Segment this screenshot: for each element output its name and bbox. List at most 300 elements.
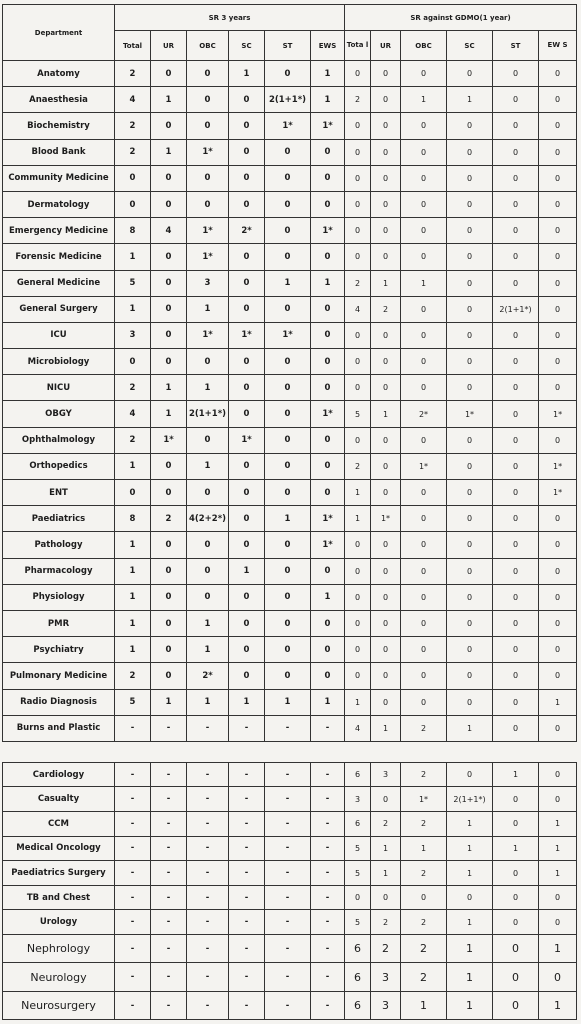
gdmo-value-cell: 0 — [539, 139, 577, 165]
sr3-value-cell: - — [311, 787, 345, 812]
gdmo-value-cell: 0 — [447, 480, 493, 506]
sr3-value-cell: 0 — [151, 532, 187, 558]
sr3-value-cell: 2 — [115, 61, 151, 87]
table-row — [3, 322, 577, 348]
department-cell: Pulmonary Medicine — [3, 663, 115, 689]
sr3-value-cell: 0 — [187, 191, 229, 217]
gdmo-value-cell: 0 — [447, 584, 493, 610]
gdmo-value-cell: 0 — [345, 61, 371, 87]
sr3-value-cell: - — [115, 836, 151, 861]
gdmo-value-cell: 0 — [493, 910, 539, 935]
sr3-value-cell: 0 — [187, 113, 229, 139]
gdmo-value-cell: 0 — [539, 584, 577, 610]
sr3-value-cell: 8 — [115, 218, 151, 244]
sr3-value-cell: 1* — [311, 401, 345, 427]
gdmo-value-cell: 0 — [493, 349, 539, 375]
sr3-value-cell: 0 — [311, 375, 345, 401]
gdmo-value-cell: 1 — [539, 812, 577, 837]
sr3-value-cell: 0 — [265, 584, 311, 610]
gdmo-value-cell: 1 — [539, 991, 577, 1019]
col-header: EWS — [311, 31, 345, 61]
gdmo-value-cell: 1* — [401, 453, 447, 479]
gdmo-value-cell: 0 — [539, 113, 577, 139]
gdmo-value-cell: 0 — [371, 191, 401, 217]
sr3-value-cell: - — [151, 885, 187, 910]
department-cell: Forensic Medicine — [3, 244, 115, 270]
gdmo-value-cell: 0 — [345, 558, 371, 584]
gdmo-value-cell: 0 — [493, 453, 539, 479]
gdmo-value-cell: 0 — [493, 715, 539, 741]
col-header: UR — [371, 31, 401, 61]
sr3-value-cell: - — [265, 787, 311, 812]
gdmo-value-cell: 0 — [447, 506, 493, 532]
department-cell: Emergency Medicine — [3, 218, 115, 244]
table-row — [3, 401, 577, 427]
gdmo-value-cell: 0 — [401, 322, 447, 348]
sr3-value-cell: 0 — [229, 584, 265, 610]
gdmo-value-cell: 0 — [493, 532, 539, 558]
sr3-value-cell: 0 — [229, 139, 265, 165]
department-cell: Microbiology — [3, 349, 115, 375]
gdmo-value-cell: 0 — [493, 427, 539, 453]
gdmo-value-cell: 0 — [371, 139, 401, 165]
sr3-value-cell: 0 — [265, 61, 311, 87]
sr3-value-cell: 1* — [187, 139, 229, 165]
sr3-value-cell: - — [265, 812, 311, 837]
department-cell: Anatomy — [3, 61, 115, 87]
sr3-value-cell: - — [187, 963, 229, 991]
department-cell: Anaesthesia — [3, 87, 115, 113]
department-cell: Nephrology — [3, 935, 115, 963]
sr3-value-cell: 2* — [229, 218, 265, 244]
sr3-value-cell: 0 — [229, 191, 265, 217]
gdmo-value-cell: 5 — [345, 861, 371, 886]
department-cell: Biochemistry — [3, 113, 115, 139]
department-cell: ENT — [3, 480, 115, 506]
table-row — [3, 963, 577, 991]
sr3-value-cell: 2* — [187, 663, 229, 689]
gdmo-value-cell: 0 — [345, 427, 371, 453]
gdmo-value-cell: 1* — [539, 453, 577, 479]
sr3-value-cell: 0 — [151, 480, 187, 506]
sr3-value-cell: 1* — [229, 427, 265, 453]
sr3-value-cell: 1 — [187, 296, 229, 322]
sr3-value-cell: - — [115, 963, 151, 991]
gdmo-value-cell: 0 — [371, 87, 401, 113]
sr3-value-cell: 0 — [265, 532, 311, 558]
gdmo-value-cell: 1* — [447, 401, 493, 427]
sr3-value-cell: - — [311, 935, 345, 963]
gdmo-value-cell: 0 — [539, 218, 577, 244]
gdmo-value-cell: 0 — [401, 610, 447, 636]
sr3-value-cell: - — [187, 715, 229, 741]
gdmo-value-cell: 0 — [371, 244, 401, 270]
sr3-value-cell: 1* — [265, 322, 311, 348]
department-cell: Physiology — [3, 584, 115, 610]
sr3-value-cell: - — [311, 861, 345, 886]
sr3-value-cell: 0 — [229, 375, 265, 401]
gdmo-value-cell: 1 — [371, 270, 401, 296]
sr3-value-cell: 1 — [265, 689, 311, 715]
sr3-value-cell: 1* — [151, 427, 187, 453]
sr3-value-cell: 1 — [311, 270, 345, 296]
department-cell: Neurology — [3, 963, 115, 991]
gdmo-value-cell: 0 — [493, 663, 539, 689]
sr3-value-cell: 5 — [115, 270, 151, 296]
gdmo-value-cell: 3 — [345, 787, 371, 812]
sr3-value-cell: - — [265, 861, 311, 886]
gdmo-value-cell: 2 — [401, 861, 447, 886]
gdmo-value-cell: 6 — [345, 991, 371, 1019]
gdmo-value-cell: 0 — [345, 885, 371, 910]
gdmo-value-cell: 0 — [345, 113, 371, 139]
gdmo-value-cell: 0 — [539, 762, 577, 787]
gdmo-value-cell: 0 — [401, 506, 447, 532]
sr3-value-cell: - — [229, 836, 265, 861]
gdmo-value-cell: 2 — [401, 812, 447, 837]
sr3-value-cell: - — [187, 935, 229, 963]
sr3-value-cell: 1 — [311, 584, 345, 610]
gdmo-value-cell: 2 — [345, 453, 371, 479]
sr3-value-cell: 0 — [115, 165, 151, 191]
sr3-value-cell: - — [311, 885, 345, 910]
sr3-value-cell: - — [151, 715, 187, 741]
gdmo-value-cell: 0 — [493, 218, 539, 244]
sr3-value-cell: - — [115, 885, 151, 910]
sr3-value-cell: - — [187, 885, 229, 910]
sr3-value-cell: 0 — [151, 558, 187, 584]
table-row — [3, 113, 577, 139]
col-header: OBC — [401, 31, 447, 61]
department-cell: Medical Oncology — [3, 836, 115, 861]
department-cell: Cardiology — [3, 762, 115, 787]
sr3-value-cell: 0 — [311, 480, 345, 506]
gdmo-value-cell: 0 — [371, 165, 401, 191]
gdmo-value-cell: 1 — [447, 910, 493, 935]
gdmo-value-cell: 0 — [447, 270, 493, 296]
sr3-value-cell: 0 — [151, 270, 187, 296]
table-row — [3, 61, 577, 87]
department-cell: General Surgery — [3, 296, 115, 322]
gdmo-value-cell: 0 — [493, 584, 539, 610]
sr3-value-cell: 0 — [265, 244, 311, 270]
gdmo-value-cell: 2 — [345, 270, 371, 296]
department-cell: General Medicine — [3, 270, 115, 296]
sr3-value-cell: 0 — [187, 87, 229, 113]
sr3-value-cell: 0 — [229, 113, 265, 139]
sr3-value-cell: 1 — [151, 87, 187, 113]
gdmo-value-cell: 1 — [447, 861, 493, 886]
gdmo-value-cell: 0 — [539, 427, 577, 453]
sr3-value-cell: 1* — [311, 532, 345, 558]
gdmo-value-cell: 0 — [371, 453, 401, 479]
gdmo-value-cell: 0 — [493, 191, 539, 217]
gdmo-value-cell: 0 — [447, 663, 493, 689]
gdmo-value-cell: 0 — [493, 637, 539, 663]
table-row — [3, 935, 577, 963]
gdmo-value-cell: 0 — [371, 113, 401, 139]
gdmo-value-cell: 0 — [371, 610, 401, 636]
sr3-value-cell: 0 — [265, 375, 311, 401]
gdmo-value-cell: 1 — [447, 812, 493, 837]
gdmo-value-cell: 1 — [493, 836, 539, 861]
sr3-value-cell: 0 — [265, 401, 311, 427]
gdmo-value-cell: 0 — [345, 165, 371, 191]
department-cell: Community Medicine — [3, 165, 115, 191]
sr3-value-cell: - — [229, 812, 265, 837]
gdmo-value-cell: 0 — [539, 532, 577, 558]
gdmo-value-cell: 0 — [371, 427, 401, 453]
sr3-value-cell: 1* — [311, 218, 345, 244]
sr3-value-cell: 1 — [187, 453, 229, 479]
sr3-value-cell: - — [187, 861, 229, 886]
table-row — [3, 836, 577, 861]
gdmo-value-cell: 0 — [401, 218, 447, 244]
gdmo-value-cell: 0 — [493, 558, 539, 584]
gdmo-value-cell: 0 — [345, 139, 371, 165]
gdmo-value-cell: 0 — [401, 427, 447, 453]
sr3-value-cell: - — [229, 885, 265, 910]
gdmo-value-cell: 0 — [493, 87, 539, 113]
sr3-value-cell: 2(1+1*) — [187, 401, 229, 427]
sr3-value-cell: - — [187, 836, 229, 861]
gdmo-value-cell: 0 — [401, 375, 447, 401]
table-row — [3, 715, 577, 741]
sr3-value-cell: 2 — [115, 375, 151, 401]
sr3-value-cell: 0 — [265, 349, 311, 375]
sr3-value-cell: 1* — [187, 244, 229, 270]
sr3-value-cell: 5 — [115, 689, 151, 715]
gdmo-value-cell: 0 — [401, 191, 447, 217]
gdmo-value-cell: 0 — [401, 663, 447, 689]
table-body-bottom — [3, 762, 577, 1019]
table-row — [3, 558, 577, 584]
gdmo-value-cell: 0 — [345, 322, 371, 348]
sr3-value-cell: 0 — [311, 165, 345, 191]
group-header-sr-gdmo: SR against GDMO(1 year) — [345, 5, 577, 31]
gdmo-value-cell: 0 — [447, 218, 493, 244]
gdmo-value-cell: 0 — [371, 689, 401, 715]
department-cell: Psychiatry — [3, 637, 115, 663]
sr3-value-cell: 0 — [151, 296, 187, 322]
sr3-value-cell: 0 — [229, 87, 265, 113]
department-cell: Pharmacology — [3, 558, 115, 584]
gdmo-value-cell: 0 — [539, 191, 577, 217]
gdmo-value-cell: 0 — [539, 322, 577, 348]
table-row — [3, 480, 577, 506]
sr3-value-cell: 0 — [151, 61, 187, 87]
table-row — [3, 787, 577, 812]
gdmo-value-cell: 0 — [371, 61, 401, 87]
sr3-value-cell: - — [265, 715, 311, 741]
gdmo-value-cell: 0 — [345, 218, 371, 244]
sr3-value-cell: - — [311, 963, 345, 991]
sr3-value-cell: - — [115, 991, 151, 1019]
sr3-value-cell: 0 — [265, 558, 311, 584]
department-cell: NICU — [3, 375, 115, 401]
sr3-value-cell: 2 — [151, 506, 187, 532]
table-row — [3, 244, 577, 270]
sr3-value-cell: 0 — [229, 637, 265, 663]
gdmo-value-cell: 0 — [539, 270, 577, 296]
department-cell: Burns and Plastic — [3, 715, 115, 741]
sr3-value-cell: 1* — [187, 322, 229, 348]
gdmo-value-cell: 2 — [401, 963, 447, 991]
gdmo-value-cell: 1 — [447, 963, 493, 991]
gdmo-value-cell: 1 — [371, 861, 401, 886]
gdmo-value-cell: 0 — [539, 349, 577, 375]
gdmo-value-cell: 0 — [539, 375, 577, 401]
sr3-value-cell: 1 — [229, 61, 265, 87]
gdmo-value-cell: 1* — [539, 480, 577, 506]
gdmo-value-cell: 0 — [345, 532, 371, 558]
table-row — [3, 861, 577, 886]
table-row — [3, 87, 577, 113]
col-header: Total — [115, 31, 151, 61]
gdmo-value-cell: 0 — [447, 762, 493, 787]
gdmo-value-cell: 1 — [447, 991, 493, 1019]
gdmo-value-cell: 0 — [447, 558, 493, 584]
gdmo-value-cell: 0 — [401, 244, 447, 270]
sr3-value-cell: 2 — [115, 139, 151, 165]
department-cell: PMR — [3, 610, 115, 636]
gdmo-value-cell: 0 — [539, 637, 577, 663]
gdmo-value-cell: 2 — [401, 715, 447, 741]
gdmo-value-cell: 0 — [371, 532, 401, 558]
table-row — [3, 375, 577, 401]
gdmo-value-cell: 1 — [539, 836, 577, 861]
gdmo-value-cell: 0 — [447, 885, 493, 910]
gdmo-value-cell: 0 — [539, 506, 577, 532]
sr3-value-cell: 0 — [187, 584, 229, 610]
gdmo-value-cell: 0 — [371, 480, 401, 506]
gdmo-value-cell: 0 — [539, 61, 577, 87]
gdmo-value-cell: 0 — [539, 165, 577, 191]
sr3-value-cell: 0 — [229, 349, 265, 375]
sr3-value-cell: - — [151, 812, 187, 837]
sr3-value-cell: 0 — [151, 191, 187, 217]
sr3-value-cell: 1 — [151, 689, 187, 715]
gdmo-value-cell: 0 — [539, 715, 577, 741]
sr3-value-cell: 0 — [265, 453, 311, 479]
gdmo-value-cell: 1 — [493, 762, 539, 787]
table-row — [3, 885, 577, 910]
sr3-value-cell: - — [115, 935, 151, 963]
sr3-value-cell: 0 — [311, 453, 345, 479]
sr3-value-cell: - — [115, 812, 151, 837]
col-header: SC — [229, 31, 265, 61]
sr3-value-cell: 0 — [311, 322, 345, 348]
gdmo-value-cell: 2* — [401, 401, 447, 427]
gdmo-value-cell: 0 — [401, 885, 447, 910]
gdmo-value-cell: 1 — [371, 715, 401, 741]
gdmo-value-cell: 0 — [493, 991, 539, 1019]
gdmo-value-cell: 0 — [371, 558, 401, 584]
gdmo-value-cell: 0 — [447, 165, 493, 191]
sr3-value-cell: - — [115, 762, 151, 787]
table-body-top — [3, 61, 577, 742]
sr3-value-cell: 1* — [311, 113, 345, 139]
sr3-value-cell: 0 — [265, 165, 311, 191]
department-cell: Casualty — [3, 787, 115, 812]
col-header: SC — [447, 31, 493, 61]
gdmo-value-cell: 5 — [345, 910, 371, 935]
sr3-value-cell: 0 — [229, 453, 265, 479]
department-cell: OBGY — [3, 401, 115, 427]
gdmo-value-cell: 0 — [447, 532, 493, 558]
sr3-value-cell: 1 — [187, 375, 229, 401]
table-row — [3, 349, 577, 375]
sr3-value-cell: 0 — [311, 558, 345, 584]
gdmo-value-cell: 0 — [447, 637, 493, 663]
gdmo-value-cell: 1* — [371, 506, 401, 532]
sr3-value-cell: - — [311, 991, 345, 1019]
sr3-value-cell: 0 — [265, 663, 311, 689]
sr3-value-cell: - — [265, 836, 311, 861]
sr3-value-cell: - — [265, 910, 311, 935]
gdmo-value-cell: 4 — [345, 715, 371, 741]
sr3-value-cell: 0 — [311, 610, 345, 636]
sr3-value-cell: - — [229, 762, 265, 787]
reservation-table — [2, 4, 577, 742]
gdmo-value-cell: 0 — [493, 165, 539, 191]
gdmo-value-cell: 0 — [539, 558, 577, 584]
table-row — [3, 139, 577, 165]
table-row — [3, 506, 577, 532]
gdmo-value-cell: 0 — [345, 375, 371, 401]
department-cell: Neurosurgery — [3, 991, 115, 1019]
gdmo-value-cell: 0 — [447, 244, 493, 270]
sr3-value-cell: 1 — [187, 689, 229, 715]
sr3-value-cell: 0 — [151, 113, 187, 139]
gdmo-value-cell: 0 — [493, 375, 539, 401]
sr3-value-cell: 0 — [151, 637, 187, 663]
department-cell: Orthopedics — [3, 453, 115, 479]
table-row — [3, 218, 577, 244]
gdmo-value-cell: 0 — [493, 244, 539, 270]
department-cell: Dermatology — [3, 191, 115, 217]
gdmo-value-cell: 0 — [401, 113, 447, 139]
gdmo-value-cell: 0 — [447, 610, 493, 636]
sr3-value-cell: - — [229, 715, 265, 741]
sr3-value-cell: 2 — [115, 663, 151, 689]
sr3-value-cell: 1 — [115, 637, 151, 663]
sr3-value-cell: - — [229, 910, 265, 935]
gdmo-value-cell: 1 — [345, 689, 371, 715]
sr3-value-cell: 0 — [265, 139, 311, 165]
sr3-value-cell: - — [265, 935, 311, 963]
sr3-value-cell: 0 — [311, 139, 345, 165]
table-row — [3, 584, 577, 610]
sr3-value-cell: - — [229, 787, 265, 812]
table-row — [3, 910, 577, 935]
gdmo-value-cell: 0 — [371, 349, 401, 375]
gdmo-value-cell: 0 — [401, 532, 447, 558]
sr3-value-cell: 0 — [187, 61, 229, 87]
gdmo-value-cell: 5 — [345, 401, 371, 427]
sr3-value-cell: 1 — [311, 61, 345, 87]
gdmo-value-cell: 2 — [371, 910, 401, 935]
table-row — [3, 637, 577, 663]
sr3-value-cell: 0 — [229, 296, 265, 322]
sr3-value-cell: - — [187, 787, 229, 812]
sr3-value-cell: - — [187, 910, 229, 935]
sr3-value-cell: 1 — [115, 532, 151, 558]
sr3-value-cell: 0 — [151, 244, 187, 270]
sr3-value-cell: - — [151, 935, 187, 963]
gdmo-value-cell: 2 — [371, 812, 401, 837]
gdmo-value-cell: 3 — [371, 963, 401, 991]
